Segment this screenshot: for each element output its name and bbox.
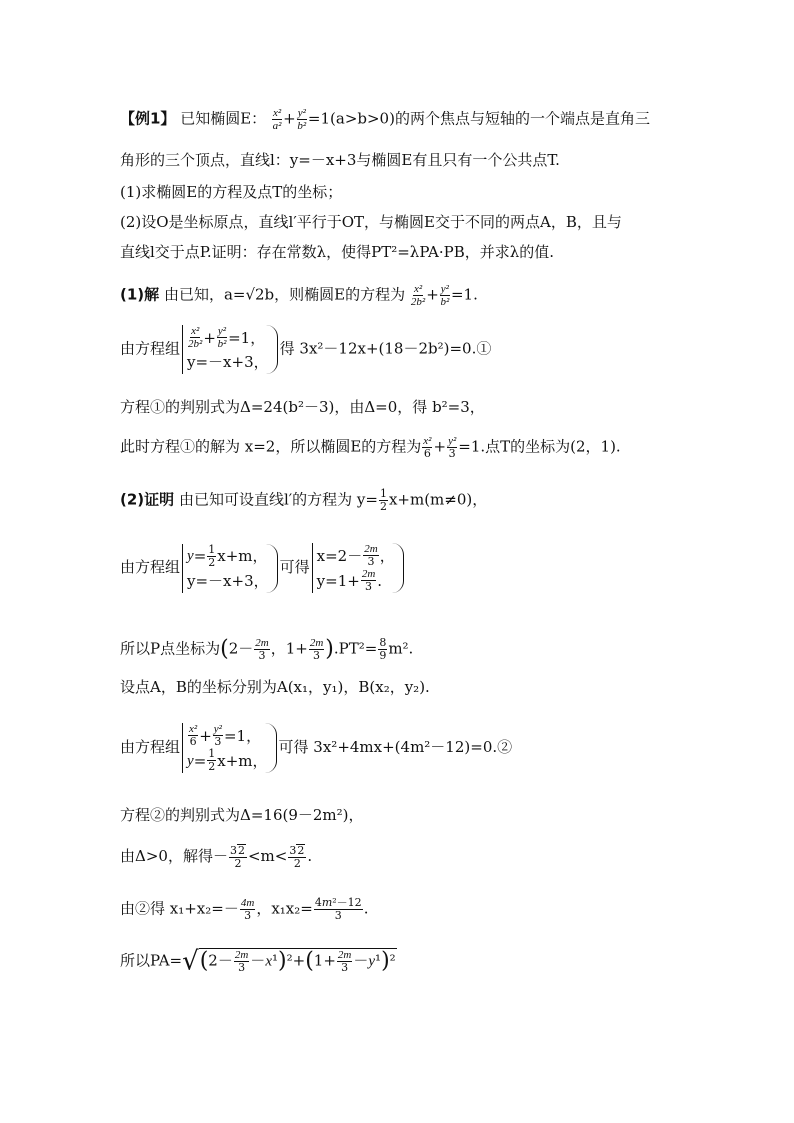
question-2-line-a: (2)设O是坐标原点，直线l′平行于OT，与椭圆E交于不同的两点A，B，且与 bbox=[120, 213, 622, 231]
system-2-solution-row-1: x=2－ bbox=[316, 546, 363, 565]
example-intro: 已知椭圆E： bbox=[180, 109, 267, 128]
system-3 bbox=[120, 723, 512, 773]
example-equation-tail: =1(a>b>0)的两个焦点与短轴的一个端点是直角三 bbox=[307, 109, 650, 128]
fraction-x2-2b2: $\frac{\text{x²}}{\text{2b²}}$ bbox=[410, 283, 426, 308]
vieta-text-a: 由②得 x₁+x₂=－ bbox=[120, 899, 239, 918]
system-2-prefix: 由方程组 bbox=[120, 558, 181, 576]
system-2-solution-brace: x=2－ $\frac{2m}{3}$ ， y=1+ $\frac{2m}{3}$ . bbox=[312, 543, 404, 593]
system-1-result: 得 3x²－12x+(18－2b²)=0.① bbox=[279, 339, 492, 358]
points-ab-coordinates: 设点A，B的坐标分别为A(x₁，y₁)，B(x₂，y₂). bbox=[120, 678, 430, 696]
point-p-text-d: .PT²= bbox=[333, 639, 378, 658]
solution-1-intro: (1)解 由已知，a=√2b，则椭圆E的方程为 $\frac{\text{x²}}{\text{2b²}}$ + $\frac{\text{y²}}{\text{b²}}$ =1. bbox=[120, 283, 478, 308]
solution-1-label: (1)解 bbox=[120, 285, 160, 304]
pa-expression: 所以PA=√(2－ $\frac{2m}{3}$ －x¹)²+(1+ $\frac{2m}{3}$ －y¹)² bbox=[120, 946, 396, 977]
system-3-brace: $\frac{\text{x²}}{6}$ + $\frac{\text{y²}}{3}$ =1， y = $\frac{1}{2}$ x+m， bbox=[182, 723, 277, 773]
example-label: 【例1】 bbox=[120, 109, 176, 128]
system-2 bbox=[120, 543, 406, 593]
solution-1-end: =1. bbox=[450, 285, 478, 304]
solution-1-result-b: =1.点T的坐标为(2，1). bbox=[458, 437, 621, 456]
point-p-text-e: m². bbox=[388, 639, 414, 658]
solution-1-text: 由已知，a=√2b，则椭圆E的方程为 bbox=[163, 285, 406, 304]
solution-2-text: 由已知可设直线l′的方程为 y= bbox=[178, 490, 378, 509]
fraction-y2-b2: $\frac{\text{y²}}{\text{b²}}$ bbox=[297, 107, 307, 132]
system-1-prefix: 由方程组 bbox=[120, 339, 181, 358]
system-2-solution-row-2: y=1+ bbox=[316, 571, 360, 590]
system-2-mid: 可得 bbox=[279, 558, 310, 576]
question-2-line-b: 直线l交于点P.证明：存在常数λ，使得PT²=λPA·PB，并求λ的值. bbox=[120, 243, 555, 261]
vieta-relations: 由②得 x₁+x₂=－ $\frac{4m}{3}$ ，x₁x₂= $\frac{\text{4m²－12}}{3}$ . bbox=[120, 896, 369, 922]
pa-text: 所以PA= bbox=[120, 951, 183, 970]
system-3-result: 可得 3x²+4mx+(4m²－12)=0.② bbox=[278, 738, 513, 756]
system-2-row-2: y=－x+3， bbox=[187, 571, 269, 590]
discriminant-2: 方程②的判别式为Δ=16(9－2m²)， bbox=[120, 806, 364, 824]
point-p-text-a: 所以P点坐标为 bbox=[120, 639, 221, 658]
system-1-brace: $\frac{\text{x²}}{\text{2b²}}$ + $\frac{\text{y²}}{\text{b²}}$ =1， y=－x+3， bbox=[182, 325, 278, 374]
pa-radicand: (2－ $\frac{2m}{3}$ －x¹)²+(1+ $\frac{2m}{3}$ －y¹)² bbox=[199, 948, 396, 974]
solution-1-result-a: 此时方程①的解为 x=2，所以椭圆E的方程为 bbox=[120, 437, 422, 456]
solution-2-label: (2)证明 bbox=[120, 490, 175, 509]
system-3-row-1-end: =1， bbox=[223, 726, 262, 745]
system-1 bbox=[120, 325, 491, 374]
m-range-text-b: <m< bbox=[247, 847, 288, 865]
example-line-1: 【例1】 已知椭圆E： $\frac{\text{x²}}{\text{a²}}$ + $\frac{\text{y²}}{\text{b²}}$ =1(a>b>0)的两个焦点与短轴的一个端点是直角三 bbox=[120, 107, 650, 132]
m-range-text-a: 由Δ>0，解得－ bbox=[120, 847, 228, 865]
m-range: 由Δ>0，解得－ $\frac{32}{2}$ <m< $\frac{32}{2}$ . bbox=[120, 844, 313, 870]
vieta-text-b: ，x₁x₂= bbox=[256, 899, 313, 918]
system-3-prefix: 由方程组 bbox=[120, 738, 181, 756]
solution-1-result: 此时方程①的解为 x=2，所以椭圆E的方程为 $\frac{\text{x²}}{6}$ + $\frac{\text{y²}}{3}$ =1.点T的坐标为(2，1). bbox=[120, 435, 621, 460]
point-p-text-b: 2－ bbox=[228, 639, 254, 658]
system-2-brace: y = $\frac{1}{2}$ x+m， y=－x+3， bbox=[182, 544, 278, 593]
discriminant-1: 方程①的判别式为Δ=24(b²－3)，由Δ=0，得 b²=3， bbox=[120, 398, 485, 416]
point-p-text-c: ，1+ bbox=[270, 639, 308, 658]
fraction-x2-a2: $\frac{\text{x²}}{\text{a²}}$ bbox=[272, 107, 282, 132]
point-p-coordinates: 所以P点坐标为(2－ $\frac{2m}{3}$ ，1+ $\frac{2m}{3}$ ).PT²= $\frac{8}{9}$ m². bbox=[120, 636, 414, 662]
system-3-row-2-end: x+m， bbox=[217, 751, 268, 770]
solution-2-end: x+m(m≠0)， bbox=[388, 490, 488, 509]
system-1-row-1-end: =1， bbox=[228, 328, 266, 347]
question-1: (1)求椭圆E的方程及点T的坐标； bbox=[120, 183, 343, 201]
system-2-row-1-end: x+m， bbox=[217, 547, 268, 565]
example-line-2: 角形的三个顶点，直线l：y=－x+3与椭圆E有且只有一个公共点T. bbox=[120, 151, 560, 169]
system-1-row-2: y=－x+3， bbox=[187, 353, 269, 371]
fraction-y2-b2-b: $\frac{\text{y²}}{\text{b²}}$ bbox=[440, 283, 450, 308]
solution-2-intro: (2)证明 由已知可设直线l′的方程为 y= $\frac{1}{2}$ x+m(m≠0)， bbox=[120, 487, 488, 513]
